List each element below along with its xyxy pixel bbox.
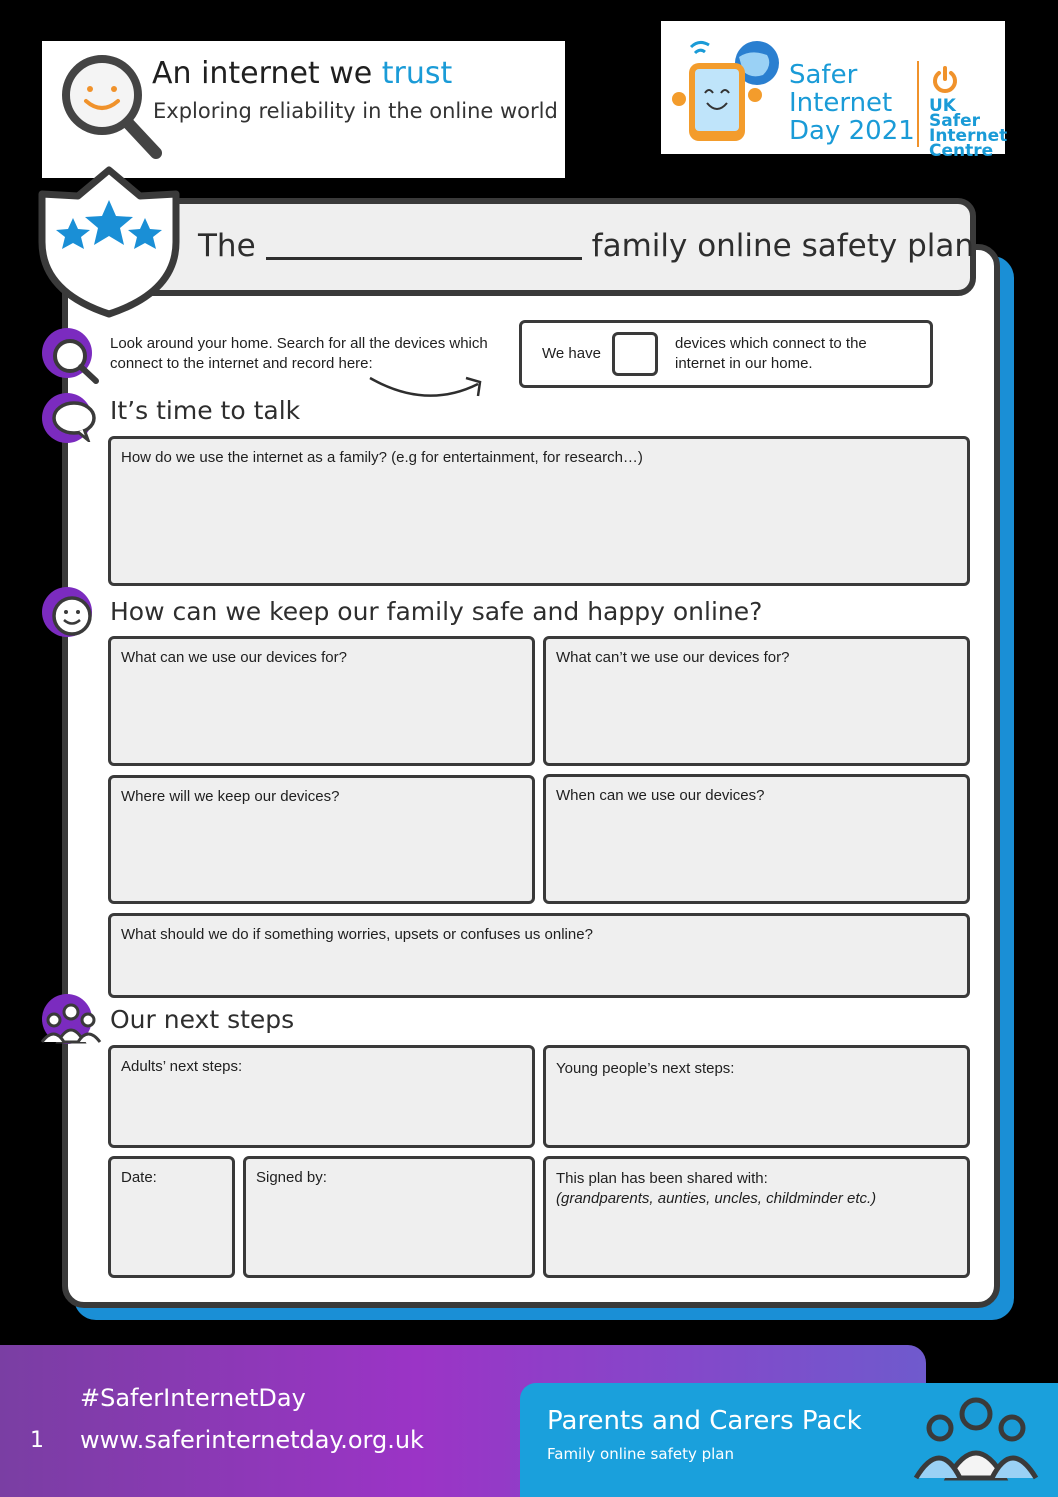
magnifier-smile-icon [56,49,166,169]
shared-with-box[interactable]: This plan has been shared with: (grandparents, aunties, uncles, childminder etc.) [543,1156,970,1278]
family-internet-use-box[interactable]: How do we use the internet as a family? (e.g for entertainment, for research…) [108,436,970,586]
family-name-line[interactable] [266,257,582,260]
devices-not-use-box[interactable]: What can’t we use our devices for? [543,636,970,766]
date-box[interactable]: Date: [108,1156,235,1278]
page-number: 1 [30,1428,44,1453]
smile-face-icon [50,594,94,638]
devices-location-box[interactable]: Where will we keep our devices? [108,775,535,904]
sid-name: Safer Internet Day 2021 [789,60,915,146]
devices-use-box[interactable]: What can we use our devices for? [108,636,535,766]
device-count-input[interactable] [612,332,658,376]
talk-heading: It’s time to talk [110,396,301,425]
people-group-icon [40,1000,102,1046]
page-title: The family online safety plan [198,228,975,264]
logo-title: An internet we trust [152,56,453,91]
campaign-logo-box [42,41,565,178]
hashtag: #SaferInternetDay [80,1384,306,1412]
devices-text: devices which connect to the internet in our home. [675,335,867,372]
logo-subtitle: Exploring reliability in the online world [153,99,558,123]
curved-arrow-icon [366,370,490,404]
search-icon [46,334,102,386]
pack-subtitle: Family online safety plan [547,1445,734,1463]
family-icon [910,1392,1040,1482]
sid-logo-box [661,21,1008,161]
young-people-next-steps-box[interactable]: Young people’s next steps: [543,1045,970,1148]
website-url[interactable]: www.saferinternetday.org.uk [80,1426,424,1454]
logo-divider [917,61,919,147]
tablet-mascot-icon [667,35,787,151]
signed-by-box[interactable]: Signed by: [243,1156,535,1278]
shield-stars-icon [36,164,182,320]
worries-box[interactable]: What should we do if something worries, upsets or confuses us online? [108,913,970,998]
we-have-label: We have [542,345,601,362]
safe-heading: How can we keep our family safe and happy online? [110,597,763,626]
uk-safer-internet-centre: UK Safer Internet Centre [929,96,1008,161]
next-steps-heading: Our next steps [110,1005,295,1034]
adults-next-steps-box[interactable]: Adults’ next steps: [108,1045,535,1148]
speech-bubble-icon [48,398,100,442]
pack-title: Parents and Carers Pack [547,1406,862,1436]
devices-instruction: Look around your home. Search for all the devices which connect to the internet and record here: [110,335,488,372]
power-icon [931,65,959,93]
devices-time-box[interactable]: When can we use our devices? [543,774,970,904]
